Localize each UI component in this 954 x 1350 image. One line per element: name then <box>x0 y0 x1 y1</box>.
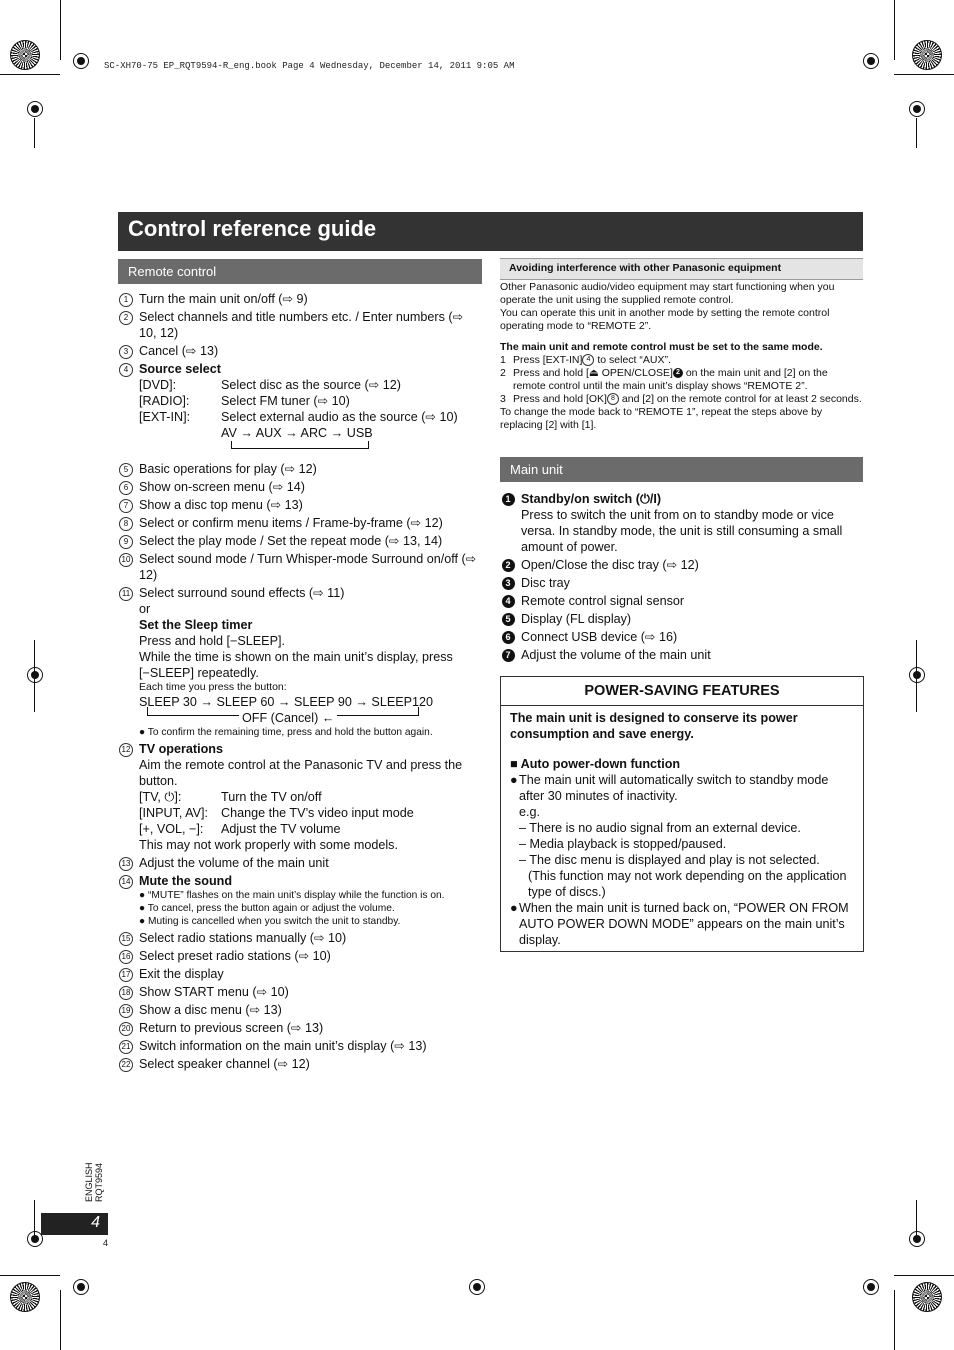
crosshair-mark <box>24 98 46 120</box>
page-number: 4 <box>91 1214 100 1231</box>
list-item: 17 Exit the display <box>118 966 482 982</box>
power-saving-heading: POWER-SAVING FEATURES <box>501 677 863 706</box>
crosshair-mark <box>24 664 46 686</box>
crop-line <box>916 640 917 712</box>
crop-line <box>0 1275 60 1276</box>
interference-section: Other Panasonic audio/video equipment may start functioning when you operate the unit using the supplied remote control. You can operate this unit in another mode by setting the remote control operating mode to “REMOTE 2”. The main unit and remote control must be set to the same mode. 1 Press [EXT-IN] 4 to select “AUX”. 2 Press and hold [⏏ OPEN/CLOSE] 2 on the main unit and [2] on the remote control until the main unit’s display shows “REMOTE 2”. 3 Press and hold [OK] 8 and [2] on the remote control for at least 2 seconds. To change the mode back to “REMOTE 1”, repeat the steps above by replacing [2] with [1]. <box>500 281 862 431</box>
crop-line <box>34 640 35 712</box>
side-language-label: ENGLISH RQT9594 <box>84 1162 104 1202</box>
main-unit-heading: Main unit <box>510 462 563 477</box>
list-item: 19 Show a disc menu (⇨ 13) <box>118 1002 482 1018</box>
list-item: 10 Select sound mode / Turn Whisper-mode Surround on/off (⇨ 12) <box>118 551 482 583</box>
list-item: 16 Select preset radio stations (⇨ 10) <box>118 948 482 964</box>
list-item: 5 Basic operations for play (⇨ 12) <box>118 461 482 477</box>
crop-line <box>34 118 35 148</box>
crosshair-mark <box>70 50 92 72</box>
list-item: 22 Select speaker channel (⇨ 12) <box>118 1056 482 1072</box>
list-item: 7 Adjust the volume of the main unit <box>500 647 863 663</box>
list-item: 21 Switch information on the main unit’s display (⇨ 13) <box>118 1038 482 1054</box>
registration-star-bottom-left <box>10 1282 40 1312</box>
power-saving-box: POWER-SAVING FEATURES The main unit is designed to conserve its power consumption and save energy. ■ Auto power-down function ● The main unit will automatically switch to standby mode after 30 minutes of inactivity. e.g. – There is no audio signal from an external device. – Media playback is stopped/paused. – The disc menu is displayed and play is not selected. (This function may not work depending on the application type of discs.) ● When the main unit is turned back on, “POWER ON FROM AUTO POWER DOWN MODE” appears on the main unit’s display. <box>500 676 864 952</box>
page-title: Control reference guide <box>128 216 377 241</box>
crop-line <box>60 1290 61 1350</box>
crop-line <box>894 1290 895 1350</box>
crosshair-mark <box>906 1228 928 1250</box>
crosshair-mark <box>860 50 882 72</box>
source-select-item: 4 Source select [DVD]: Select disc as the source (⇨ 12) [RADIO]: Select FM tuner (⇨ 10) [EXT-IN]: Select external audio as the source (⇨ 10) AV → AUX → ARC → USB <box>118 361 482 449</box>
crosshair-mark <box>70 1276 92 1298</box>
list-item: 3 Cancel (⇨ 13) <box>118 343 482 359</box>
crosshair-mark <box>906 98 928 120</box>
list-item: 20 Return to previous screen (⇨ 13) <box>118 1020 482 1036</box>
crop-line <box>894 74 954 75</box>
crop-line <box>0 74 60 75</box>
small-page-number: 4 <box>103 1238 109 1248</box>
list-item: 6 Show on-screen menu (⇨ 14) <box>118 479 482 495</box>
crosshair-mark <box>466 1276 488 1298</box>
list-item: 6 Connect USB device (⇨ 16) <box>500 629 863 645</box>
crosshair-mark <box>860 1276 882 1298</box>
main-unit-list <box>500 491 863 665</box>
crop-line <box>916 1200 917 1240</box>
interference-heading: Avoiding interference with other Panasonic equipment <box>509 262 782 274</box>
list-item: 7 Show a disc top menu (⇨ 13) <box>118 497 482 513</box>
remote-control-heading: Remote control <box>128 264 217 279</box>
crop-line <box>916 118 917 148</box>
registration-star-bottom-right <box>912 1282 942 1312</box>
crop-line <box>60 0 61 60</box>
list-item: 18 Show START menu (⇨ 10) <box>118 984 482 1000</box>
page-title-bar <box>118 212 863 251</box>
tv-operations-item: 12 TV operations Aim the remote control at the Panasonic TV and press the button. [TV, ⏻]: Turn the TV on/off [INPUT, AV]: Change the TV’s video input mode [+, VOL, −]: Adjust the TV volume This may not work properly with some models. <box>118 741 482 853</box>
list-item: 2 Select channels and title numbers etc. / Enter numbers (⇨ 10, 12) <box>118 309 482 341</box>
standby-item: 1 Standby/on switch (⏻/I) Press to switch the unit from on to standby mode or vice versa. In standby mode, the unit is still consuming a small amount of power. <box>500 491 863 555</box>
list-item: 8 Select or confirm menu items / Frame-by-frame (⇨ 12) <box>118 515 482 531</box>
mute-item: 14 Mute the sound ● “MUTE” flashes on the main unit’s display while the function is on. ● To cancel, press the button again or adjust the volume. ● Muting is cancelled when you switch the unit to standby. <box>118 873 482 928</box>
list-item: 3 Disc tray <box>500 575 863 591</box>
main-unit-heading-bar <box>500 457 863 482</box>
surround-sleep-item: 11 Select surround sound effects (⇨ 11) or Set the Sleep timer Press and hold [−SLEEP]. While the time is shown on the main unit’s display, press [−SLEEP] repeatedly. Each time you press the button: SLEEP 30 → SLEEP 60 → SLEEP 90 → SLEEP120 OFF (Cancel) ← ● To confirm the remaining time, press and hold the button again. <box>118 585 482 739</box>
list-item: 5 Display (FL display) <box>500 611 863 627</box>
list-item: 4 Remote control signal sensor <box>500 593 863 609</box>
remote-control-heading-bar <box>118 259 482 284</box>
list-item: 1 Turn the main unit on/off (⇨ 9) <box>118 291 482 307</box>
list-item: 13 Adjust the volume of the main unit <box>118 855 482 871</box>
crop-line <box>894 0 895 60</box>
registration-star-top-right <box>912 40 942 70</box>
list-item: 9 Select the play mode / Set the repeat mode (⇨ 13, 14) <box>118 533 482 549</box>
book-header-line: SC-XH70-75 EP_RQT9594-R_eng.book Page 4 Wednesday, December 14, 2011 9:05 AM <box>104 61 515 71</box>
registration-star-top-left <box>10 40 40 70</box>
page-number-tab <box>41 1213 108 1235</box>
list-item: 15 Select radio stations manually (⇨ 10) <box>118 930 482 946</box>
crop-line <box>34 1200 35 1240</box>
interference-heading-bar <box>500 258 863 280</box>
crop-line <box>894 1275 954 1276</box>
list-item: 2 Open/Close the disc tray (⇨ 12) <box>500 557 863 573</box>
remote-control-list <box>118 291 482 1074</box>
crosshair-mark <box>906 664 928 686</box>
